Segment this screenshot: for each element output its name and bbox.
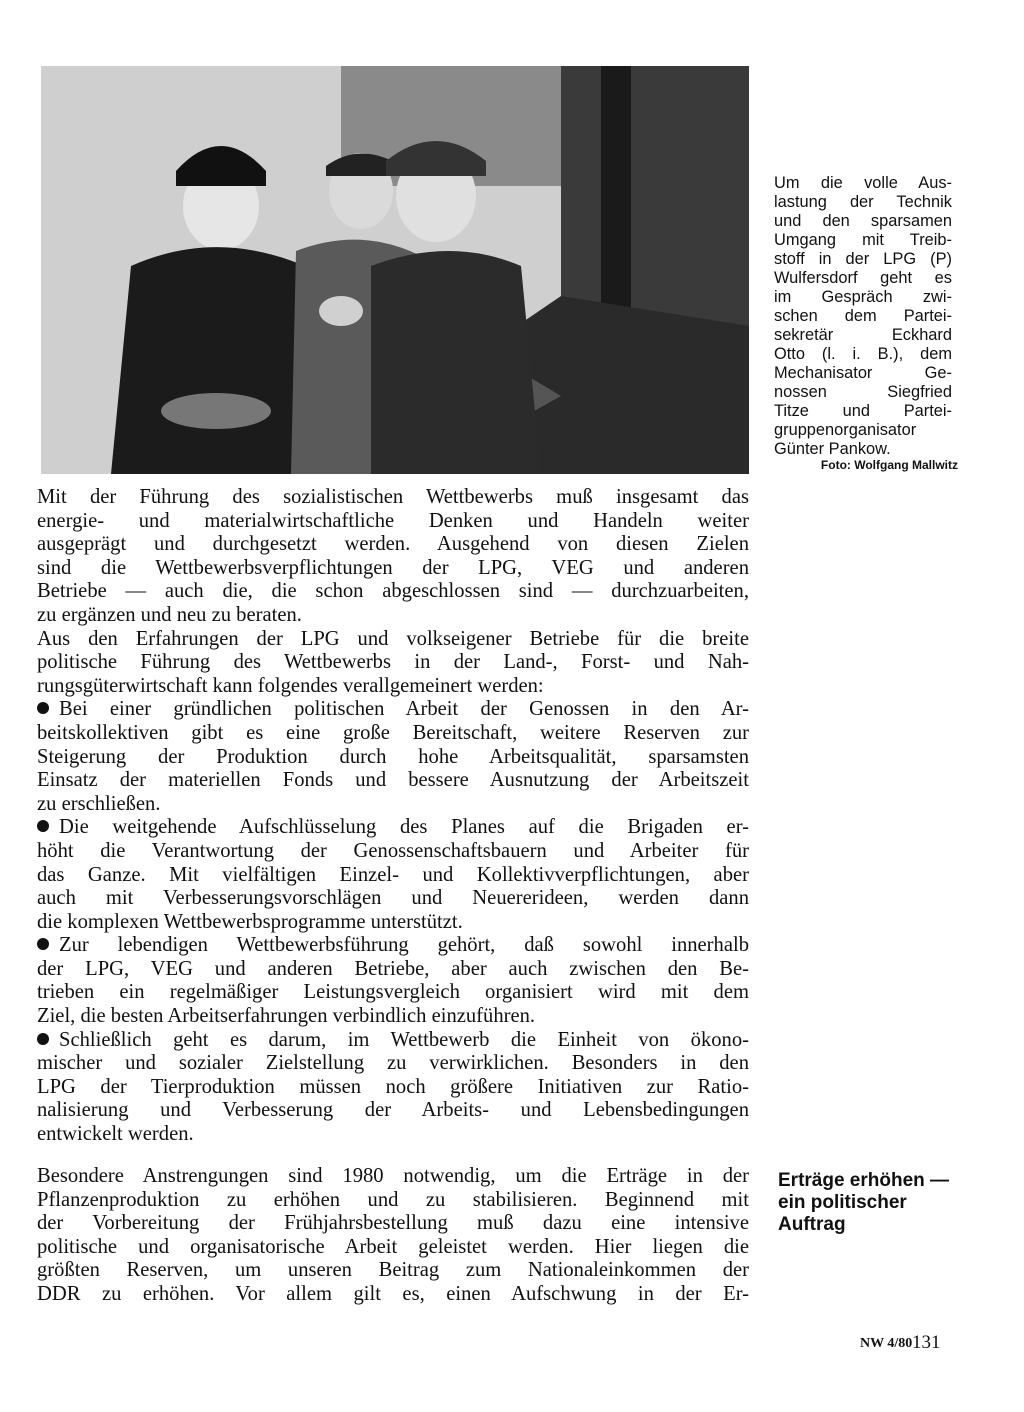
issue-number: NW 4/80 bbox=[860, 1336, 913, 1351]
body-line: Ziel, die besten Arbeitserfahrungen verbindlich einzuführen. bbox=[37, 1005, 536, 1028]
caption-line: schen dem Partei- bbox=[774, 307, 952, 325]
bullet-line bbox=[37, 934, 749, 958]
body-line: sind die Wettbewerbsverpflichtungen der LPG, VEG und anderen bbox=[37, 556, 749, 579]
photo-credit: Foto: Wolfgang Mallwitz bbox=[820, 458, 958, 472]
body-line: entwickelt werden. bbox=[37, 1123, 194, 1146]
bullet-icon bbox=[37, 938, 49, 950]
caption-line: stoff in der LPG (P) bbox=[774, 250, 952, 268]
body-line: zu erschließen. bbox=[37, 792, 161, 815]
caption-line: Günter Pankow. bbox=[774, 440, 891, 458]
section-heading bbox=[778, 1170, 958, 1236]
article-body bbox=[37, 486, 749, 1147]
body-line: politische und organisatorische Arbeit geleistet werden. Hier liegen die bbox=[37, 1235, 749, 1258]
body-line: zu ergänzen und neu zu beraten. bbox=[37, 603, 302, 626]
caption-line: Umgang mit Treib- bbox=[774, 231, 952, 249]
caption-line: Otto (l. i. B.), dem bbox=[774, 345, 952, 363]
bullet-text: Bei einer gründlichen politischen Arbeit der Genossen in den Ar- bbox=[59, 698, 749, 721]
heading-line: Erträge erhöhen — bbox=[778, 1170, 950, 1191]
bullet-icon bbox=[37, 702, 49, 714]
body-line: der Vorbereitung der Frühjahrsbestellung muß dazu eine intensive bbox=[37, 1212, 749, 1235]
body-line: die komplexen Wettbewerbsprogramme unterstützt. bbox=[37, 910, 463, 933]
body-line: politische Führung des Wettbewerbs in der Land-, Forst- und Nah- bbox=[37, 651, 749, 674]
article-section-2 bbox=[37, 1165, 749, 1307]
body-line: Besondere Anstrengungen sind 1980 notwendig, um die Erträge in der bbox=[37, 1165, 749, 1187]
body-line: das Ganze. Mit vielfältigen Einzel- und Kollektivverpflichtungen, aber bbox=[37, 863, 749, 886]
bullet-text: Die weitgehende Aufschlüsselung des Planes auf die Brigaden er- bbox=[59, 816, 749, 839]
page-number: 131 bbox=[912, 1332, 941, 1353]
body-line: auch mit Verbesserungsvorschlägen und Neuererideen, werden dann bbox=[37, 887, 749, 910]
body-line: DDR zu erhöhen. Vor allem gilt es, einen Aufschwung in der Er- bbox=[37, 1282, 749, 1305]
caption-line: im Gespräch zwi- bbox=[774, 288, 952, 306]
caption-line: sekretär Eckhard bbox=[774, 326, 952, 344]
body-line: rungsgüterwirtschaft kann folgendes verallgemeinert werden: bbox=[37, 674, 544, 697]
body-line: mischer und sozialer Zielstellung zu verwirklichen. Besonders in den bbox=[37, 1052, 749, 1075]
bullet-text: Zur lebendigen Wettbewerbsführung gehört, daß sowohl innerhalb bbox=[59, 934, 749, 957]
body-line: trieben ein regelmäßiger Leistungsvergleich organisiert wird mit dem bbox=[37, 981, 749, 1004]
heading-line: Auftrag bbox=[778, 1214, 846, 1235]
photo-illustration bbox=[41, 66, 749, 474]
news-photo bbox=[41, 66, 749, 474]
bullet-icon bbox=[37, 1033, 49, 1045]
caption-line: nossen Siegfried bbox=[774, 383, 952, 401]
body-line: Betriebe — auch die, die schon abgeschlossen sind — durchzuarbeiten, bbox=[37, 580, 749, 603]
body-line: nalisierung und Verbesserung der Arbeits- und Lebensbedingungen bbox=[37, 1099, 749, 1122]
body-line: beitskollektiven gibt es eine große Bereitschaft, weitere Reserven zur bbox=[37, 721, 749, 744]
body-line: Steigerung der Produktion durch hohe Arbeitsqualität, sparsamsten bbox=[37, 745, 749, 768]
bullet-icon bbox=[37, 820, 49, 832]
bullet-text: Schließlich geht es darum, im Wettbewerb die Einheit von ökono- bbox=[59, 1028, 749, 1051]
body-line: Pflanzenproduktion zu erhöhen und zu stabilisieren. Beginnend mit bbox=[37, 1188, 749, 1211]
caption-line: Mechanisator Ge- bbox=[774, 364, 952, 382]
body-line: Einsatz der materiellen Fonds und bessere Ausnutzung der Arbeitszeit bbox=[37, 769, 749, 792]
caption-line: Um die volle Aus- bbox=[774, 174, 952, 192]
bullet-line bbox=[37, 698, 749, 722]
body-line: höht die Verantwortung der Genossenschaftsbauern und Arbeiter für bbox=[37, 839, 749, 862]
body-line: der LPG, VEG und anderen Betriebe, aber auch zwischen den Be- bbox=[37, 957, 749, 980]
caption-line: und den sparsamen bbox=[774, 212, 952, 230]
caption-line: Wulfersdorf geht es bbox=[774, 269, 952, 287]
caption-line: lastung der Technik bbox=[774, 193, 952, 211]
body-line: ausgeprägt und durchgesetzt werden. Ausgehend von diesen Zielen bbox=[37, 533, 749, 556]
body-line: Aus den Erfahrungen der LPG und volkseigener Betriebe für die breite bbox=[37, 627, 749, 650]
body-line: größten Reserven, um unseren Beitrag zum Nationaleinkommen der bbox=[37, 1259, 749, 1282]
bullet-line bbox=[37, 1029, 749, 1053]
body-line: LPG der Tierproduktion müssen noch größere Initiativen zur Ratio- bbox=[37, 1075, 749, 1098]
heading-line: ein politischer bbox=[778, 1192, 907, 1213]
caption-line: Titze und Partei- bbox=[774, 402, 952, 420]
bullet-line bbox=[37, 816, 749, 840]
photo-caption bbox=[774, 174, 952, 459]
caption-line: gruppenorganisator bbox=[774, 421, 917, 439]
body-line: Mit der Führung des sozialistischen Wettbewerbs muß insgesamt das bbox=[37, 486, 749, 508]
body-line: energie- und materialwirtschaftliche Denken und Handeln weiter bbox=[37, 509, 749, 532]
